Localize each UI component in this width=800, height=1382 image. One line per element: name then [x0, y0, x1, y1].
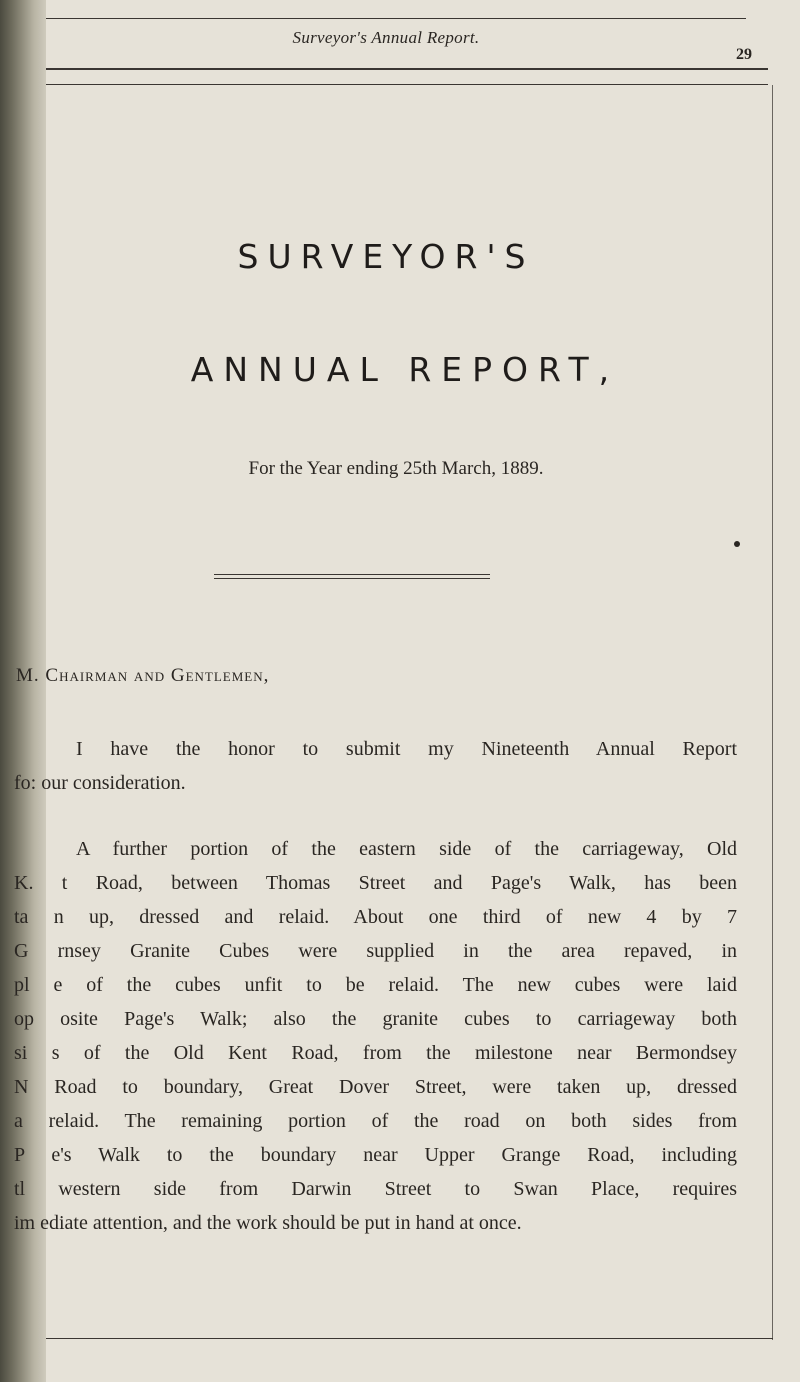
paragraph-line: tl western side from Darwin Street to Swan Place, requires: [14, 1178, 737, 1200]
report-subtitle: ANNUAL REPORT,: [190, 350, 620, 389]
header-rule-thick: [46, 68, 768, 70]
paragraph-line: im ediate attention, and the work should be put in hand at once.: [14, 1212, 522, 1234]
ink-speck: [734, 541, 740, 547]
report-period: For the Year ending 25th March, 1889.: [248, 458, 544, 479]
paragraph-line: ta n up, dressed and relaid. About one third of new 4 by 7: [14, 906, 737, 928]
paragraph-line: N Road to boundary, Great Dover Street, were taken up, dressed: [14, 1076, 737, 1098]
page-number: 29: [736, 46, 752, 63]
paragraph-intro: [14, 732, 737, 800]
footer-rule: [46, 1338, 773, 1339]
document-page: [14, 0, 800, 1382]
section-divider-underline: [214, 578, 490, 579]
paragraph-line: a relaid. The remaining portion of the road on both sides from: [14, 1110, 737, 1132]
paragraph-line: fo: our consideration.: [14, 772, 186, 794]
report-title: SURVEYOR'S: [237, 237, 535, 276]
paragraph-line: A further portion of the eastern side of the carriageway, Old: [76, 838, 737, 860]
paragraph-line: P e's Walk to the boundary near Upper Grange Road, including: [14, 1144, 737, 1166]
paragraph-line: I have the honor to submit my Nineteenth Annual Report: [76, 738, 737, 760]
header-top-rule: [46, 18, 746, 19]
page-border-right: [772, 85, 773, 1340]
header-rule-thin: [46, 84, 768, 85]
paragraph-line: K. t Road, between Thomas Street and Page's Walk, has been: [14, 872, 737, 894]
paragraph-line: si s of the Old Kent Road, from the milestone near Bermondsey: [14, 1042, 737, 1064]
running-title: Surveyor's Annual Report.: [292, 28, 480, 47]
paragraph-line: G rnsey Granite Cubes were supplied in the area repaved, in: [14, 940, 737, 962]
salutation: M. Chairman and Gentlemen,: [16, 665, 270, 686]
paragraph-roadworks: [14, 832, 737, 1240]
section-divider: [214, 574, 490, 575]
paragraph-line: op osite Page's Walk; also the granite cubes to carriageway both: [14, 1008, 737, 1030]
paragraph-line: pl e of the cubes unfit to be relaid. The new cubes were laid: [14, 974, 737, 996]
